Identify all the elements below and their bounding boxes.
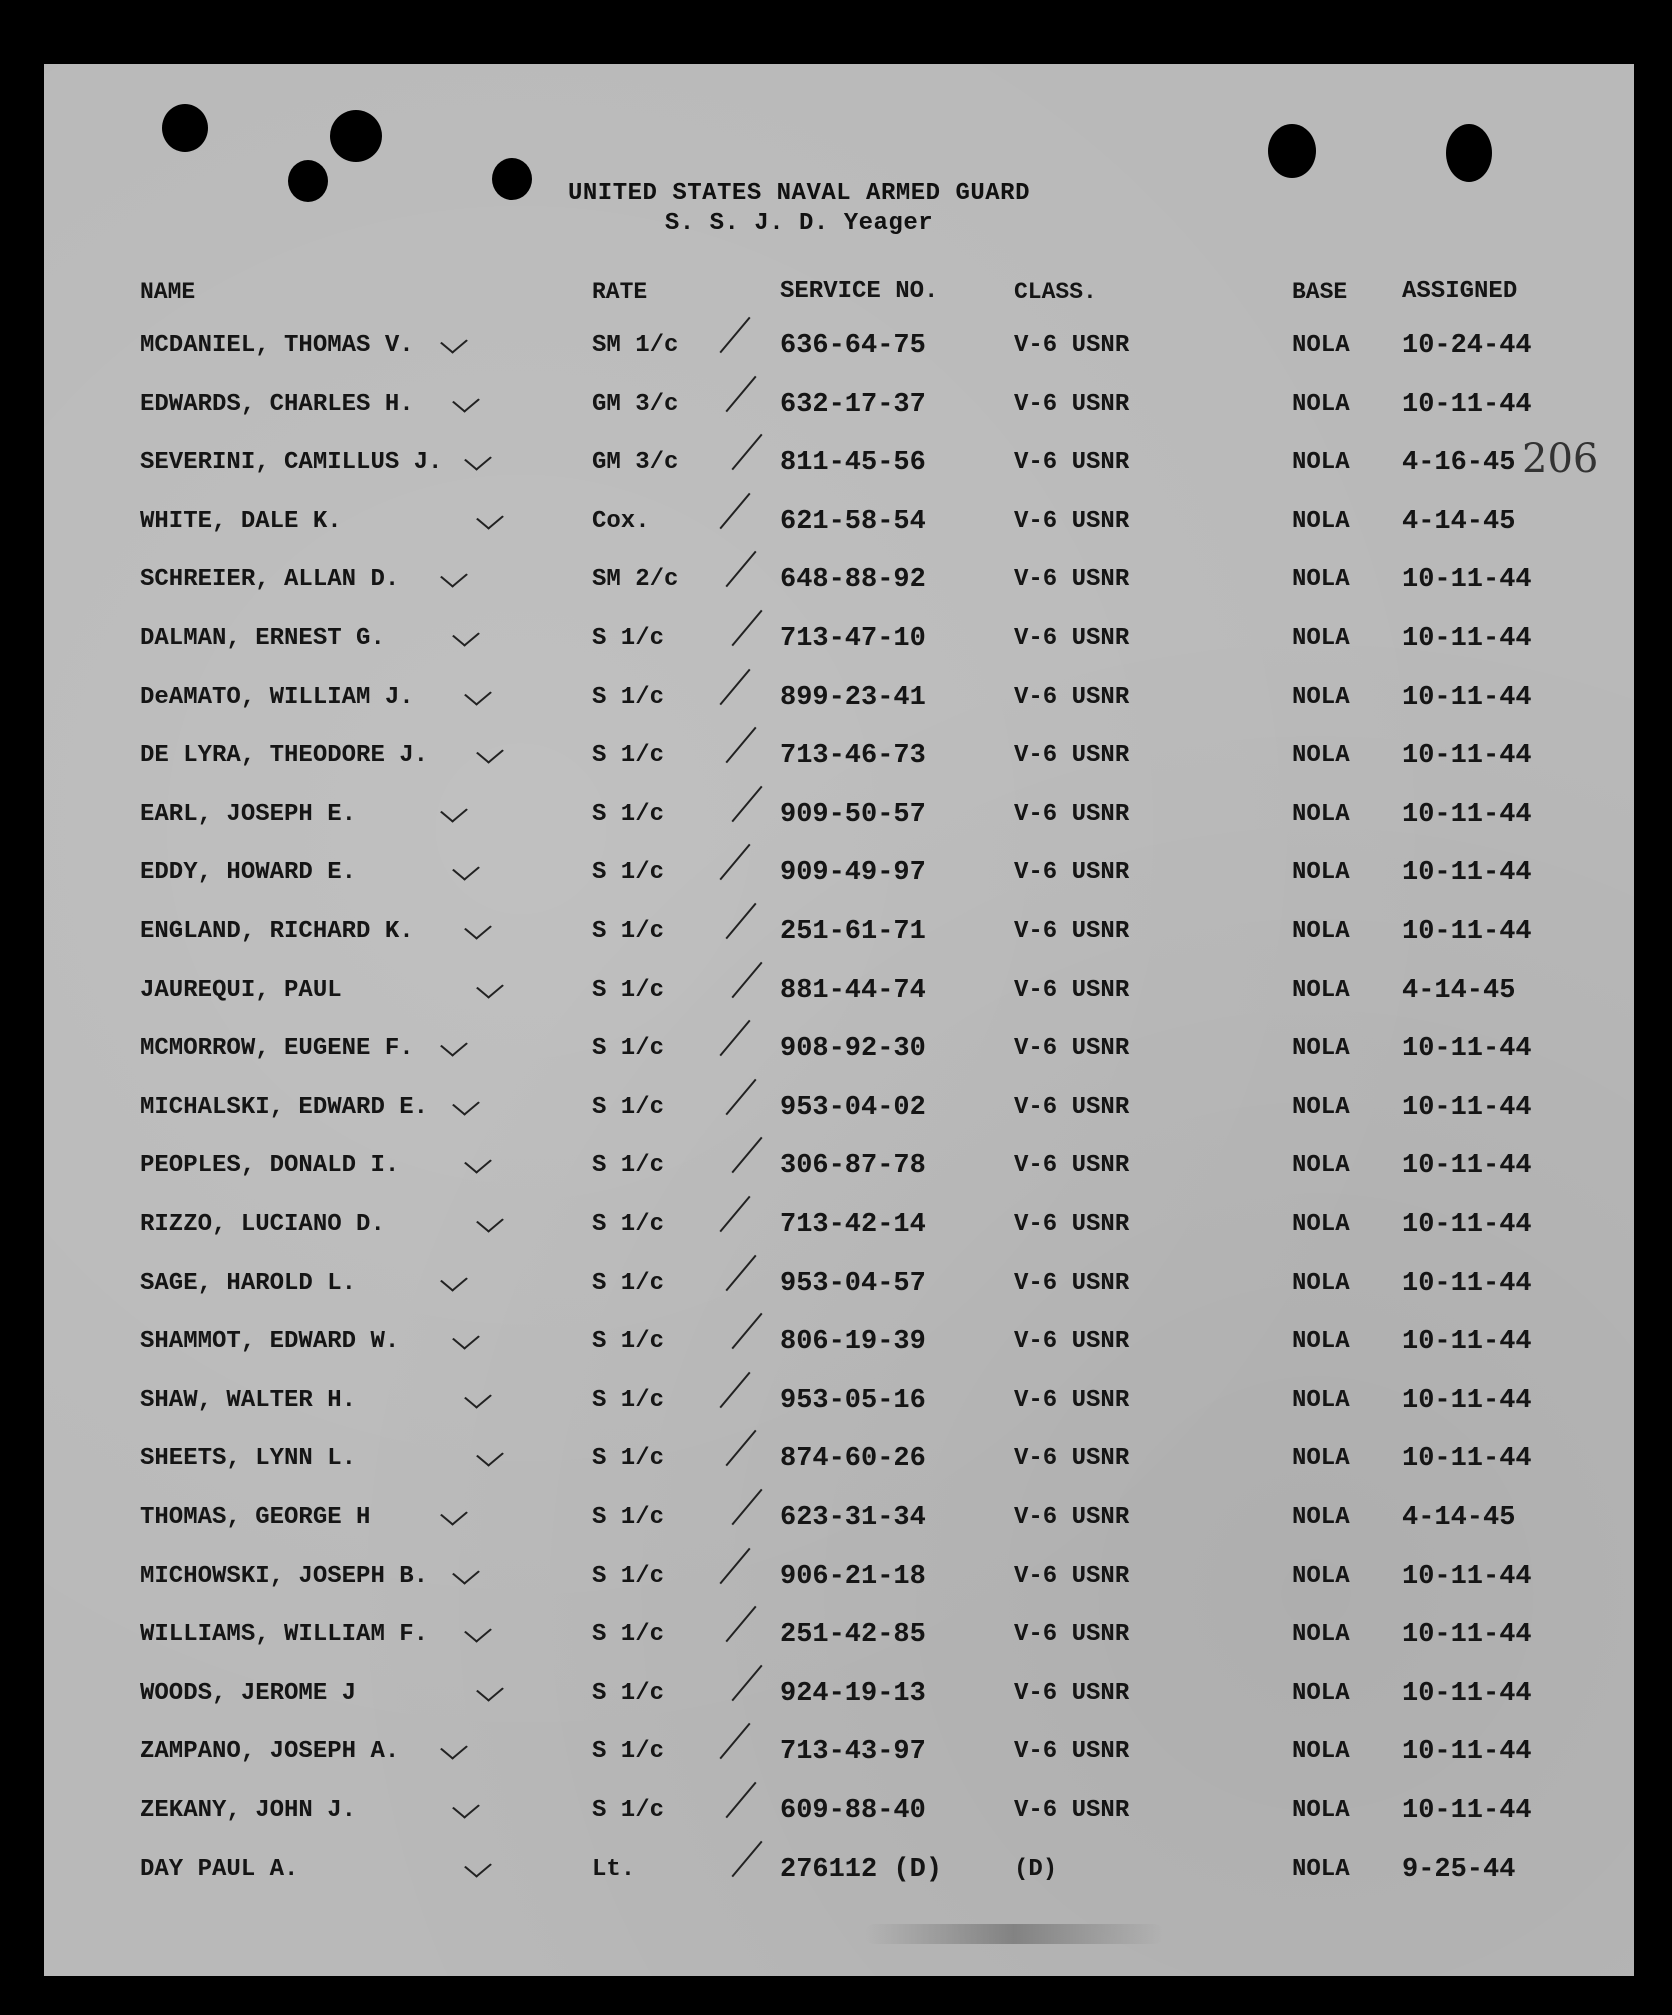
assigned-cell: 10-11-44 (1402, 1561, 1532, 1592)
service-no-cell: 623-31-34 (780, 1503, 926, 1533)
assigned-cell: 4-16-45 (1402, 448, 1516, 479)
check-mark-icon (731, 786, 762, 823)
rate-cell: S 1/c (592, 918, 665, 945)
service-no-cell: 636-64-75 (780, 331, 926, 361)
assigned-cell: 10-11-44 (1402, 1737, 1532, 1768)
rate-cell: S 1/c (592, 625, 665, 652)
class-cell: V-6 USNR (1014, 1679, 1130, 1707)
name-cell: DeAMATO, WILLIAM J. (140, 683, 414, 711)
class-cell: V-6 USNR (1014, 1152, 1130, 1180)
check-mark-icon (725, 1254, 756, 1291)
assigned-cell: 4-14-45 (1402, 1503, 1516, 1533)
check-mark-icon (452, 1561, 480, 1584)
base-cell: NOLA (1292, 625, 1350, 652)
check-mark-icon (725, 727, 756, 764)
table-row (44, 619, 1634, 659)
assigned-cell: 10-11-44 (1402, 682, 1532, 713)
rate-cell: S 1/c (592, 1211, 665, 1238)
assigned-cell: 10-11-44 (1402, 624, 1532, 654)
table-row (44, 326, 1634, 366)
service-no-cell: 909-50-57 (780, 799, 926, 830)
name-cell: JAUREQUI, PAUL (140, 976, 342, 1004)
table-row (44, 1322, 1634, 1362)
base-cell: NOLA (1292, 1328, 1350, 1356)
rate-cell: S 1/c (592, 1679, 665, 1707)
service-no-cell: 953-05-16 (780, 1385, 926, 1416)
service-no-cell: 306-87-78 (780, 1151, 926, 1182)
column-header-assigned: ASSIGNED (1402, 278, 1518, 305)
base-cell: NOLA (1292, 390, 1350, 418)
check-mark-icon (452, 623, 480, 646)
service-no-cell: 953-04-57 (780, 1268, 926, 1299)
name-cell: EARL, JOSEPH E. (140, 800, 357, 828)
rate-cell: S 1/c (592, 1621, 665, 1649)
rate-cell: Lt. (592, 1855, 636, 1883)
rate-cell: S 1/c (592, 800, 665, 828)
base-cell: NOLA (1292, 976, 1350, 1004)
check-mark-icon (476, 1444, 504, 1467)
class-cell: V-6 USNR (1014, 1445, 1130, 1473)
base-cell: NOLA (1292, 683, 1350, 711)
base-cell: NOLA (1292, 1445, 1350, 1473)
assigned-cell: 10-11-44 (1402, 1796, 1532, 1826)
class-cell: V-6 USNR (1014, 976, 1130, 1004)
class-cell: V-6 USNR (1014, 1386, 1130, 1414)
table-row (44, 385, 1634, 425)
rate-cell: S 1/c (592, 1269, 665, 1297)
assigned-cell: 10-11-44 (1402, 1268, 1532, 1299)
service-no-cell: 924-19-13 (780, 1678, 926, 1709)
name-cell: MICHOWSKI, JOSEPH B. (140, 1562, 429, 1590)
name-cell: PEOPLES, DONALD I. (140, 1152, 400, 1180)
table-header (44, 272, 1634, 312)
check-mark-icon (464, 1854, 492, 1877)
assigned-cell: 10-11-44 (1402, 1034, 1532, 1065)
column-header-class: CLASS. (1014, 279, 1097, 305)
service-no-cell: 713-47-10 (780, 624, 926, 654)
class-cell: V-6 USNR (1014, 507, 1130, 535)
check-mark-icon (725, 551, 756, 588)
class-cell: V-6 USNR (1014, 1797, 1130, 1824)
check-mark-icon (731, 1665, 762, 1702)
name-cell: SHEETS, LYNN L. (140, 1445, 357, 1473)
service-no-cell: 874-60-26 (780, 1444, 926, 1475)
service-no-cell: 806-19-39 (780, 1327, 926, 1358)
assigned-cell: 10-11-44 (1402, 1327, 1532, 1358)
base-cell: NOLA (1292, 800, 1350, 828)
assigned-cell: 10-11-44 (1402, 858, 1532, 889)
check-mark-icon (440, 1268, 468, 1291)
class-cell: (D) (1014, 1855, 1058, 1883)
check-mark-icon (731, 1313, 762, 1350)
assigned-cell: 10-24-44 (1402, 331, 1532, 361)
name-cell: SAGE, HAROLD L. (140, 1269, 357, 1297)
table-row (44, 678, 1634, 718)
assigned-cell: 10-11-44 (1402, 565, 1532, 596)
name-cell: ZAMPANO, JOSEPH A. (140, 1738, 400, 1766)
class-cell: V-6 USNR (1014, 1269, 1130, 1297)
check-mark-icon (731, 961, 762, 998)
table-row (44, 853, 1634, 893)
class-cell: V-6 USNR (1014, 390, 1130, 418)
punch-hole (1446, 124, 1492, 182)
document-page (44, 64, 1634, 1976)
check-mark-icon (452, 1092, 480, 1115)
table-row (44, 1381, 1634, 1421)
class-cell: V-6 USNR (1014, 1621, 1130, 1649)
assigned-cell: 10-11-44 (1402, 799, 1532, 830)
check-mark-icon (719, 844, 750, 881)
rate-cell: S 1/c (592, 1328, 665, 1356)
rate-cell: S 1/c (592, 1152, 665, 1180)
column-header-name: NAME (140, 279, 196, 305)
table-row (44, 1498, 1634, 1538)
name-cell: SHAMMOT, EDWARD W. (140, 1328, 400, 1356)
check-mark-icon (725, 1430, 756, 1467)
check-mark-icon (476, 975, 504, 998)
name-cell: MCDANIEL, THOMAS V. (140, 332, 414, 359)
service-no-cell: 648-88-92 (780, 565, 926, 596)
assigned-cell: 4-14-45 (1402, 506, 1516, 537)
name-cell: DAY PAUL A. (140, 1855, 299, 1883)
check-mark-icon (440, 565, 468, 588)
base-cell: NOLA (1292, 566, 1350, 594)
service-no-cell: 906-21-18 (780, 1561, 926, 1592)
name-cell: MICHALSKI, EDWARD E. (140, 1093, 429, 1121)
class-cell: V-6 USNR (1014, 1328, 1130, 1356)
rate-cell: SM 1/c (592, 332, 679, 359)
class-cell: V-6 USNR (1014, 859, 1130, 887)
check-mark-icon (464, 448, 492, 471)
rate-cell: S 1/c (592, 1738, 665, 1766)
check-mark-icon (476, 1209, 504, 1232)
name-cell: RIZZO, LUCIANO D. (140, 1211, 385, 1238)
check-mark-icon (719, 1020, 750, 1057)
class-cell: V-6 USNR (1014, 1093, 1130, 1121)
check-mark-icon (440, 799, 468, 822)
rate-cell: S 1/c (592, 1093, 665, 1121)
name-cell: WOODS, JEROME J (140, 1679, 357, 1707)
check-mark-icon (452, 1327, 480, 1350)
table-row (44, 1088, 1634, 1128)
check-mark-icon (719, 1723, 750, 1760)
service-no-cell: 276112 (D) (780, 1854, 943, 1885)
base-cell: NOLA (1292, 1386, 1350, 1414)
class-cell: V-6 USNR (1014, 1035, 1130, 1063)
rate-cell: S 1/c (592, 859, 665, 887)
rate-cell: SM 2/c (592, 566, 679, 594)
check-mark-icon (440, 330, 468, 353)
base-cell: NOLA (1292, 918, 1350, 945)
service-no-cell: 621-58-54 (780, 506, 926, 537)
service-no-cell: 909-49-97 (780, 858, 926, 889)
name-cell: SHAW, WALTER H. (140, 1386, 357, 1414)
check-mark-icon (725, 903, 756, 940)
check-mark-icon (452, 389, 480, 412)
assigned-cell: 10-11-44 (1402, 1620, 1532, 1651)
check-mark-icon (725, 1782, 756, 1819)
check-mark-icon (440, 1034, 468, 1057)
document-title: UNITED STATES NAVAL ARMED GUARD (568, 180, 1030, 207)
table-row (44, 1439, 1634, 1479)
check-mark-icon (719, 317, 750, 354)
rate-cell: GM 3/c (592, 390, 679, 418)
check-mark-icon (719, 493, 750, 530)
service-no-cell: 881-44-74 (780, 975, 926, 1006)
check-mark-icon (731, 1489, 762, 1526)
base-cell: NOLA (1292, 1562, 1350, 1590)
assigned-cell: 10-11-44 (1402, 1444, 1532, 1475)
rate-cell: S 1/c (592, 1504, 665, 1531)
base-cell: NOLA (1292, 742, 1350, 770)
check-mark-icon (464, 682, 492, 705)
check-mark-icon (476, 741, 504, 764)
base-cell: NOLA (1292, 1621, 1350, 1649)
base-cell: NOLA (1292, 449, 1350, 477)
base-cell: NOLA (1292, 332, 1350, 359)
assigned-cell: 4-14-45 (1402, 975, 1516, 1006)
table-row (44, 1029, 1634, 1069)
assigned-cell: 10-11-44 (1402, 741, 1532, 772)
check-mark-icon (464, 1385, 492, 1408)
rate-cell: S 1/c (592, 1797, 665, 1824)
service-no-cell: 632-17-37 (780, 389, 926, 420)
rate-cell: S 1/c (592, 976, 665, 1004)
class-cell: V-6 USNR (1014, 1738, 1130, 1766)
name-cell: THOMAS, GEORGE H (140, 1504, 371, 1531)
check-mark-icon (725, 1079, 756, 1116)
name-cell: ENGLAND, RICHARD K. (140, 918, 414, 945)
table-row (44, 1264, 1634, 1304)
assigned-cell: 10-11-44 (1402, 1210, 1532, 1240)
check-mark-icon (464, 1620, 492, 1643)
table-row (44, 1674, 1634, 1714)
base-cell: NOLA (1292, 1035, 1350, 1063)
class-cell: V-6 USNR (1014, 1562, 1130, 1590)
check-mark-icon (719, 1196, 750, 1233)
name-cell: SEVERINI, CAMILLUS J. (140, 449, 443, 477)
service-no-cell: 899-23-41 (780, 682, 926, 713)
service-no-cell: 609-88-40 (780, 1796, 926, 1826)
base-cell: NOLA (1292, 1211, 1350, 1238)
name-cell: EDWARDS, CHARLES H. (140, 390, 414, 418)
table-row (44, 1850, 1634, 1890)
check-mark-icon (452, 858, 480, 881)
assigned-cell: 10-11-44 (1402, 1385, 1532, 1416)
class-cell: V-6 USNR (1014, 449, 1130, 477)
name-cell: DALMAN, ERNEST G. (140, 625, 385, 652)
check-mark-icon (731, 1137, 762, 1174)
check-mark-icon (731, 610, 762, 647)
assigned-cell: 10-11-44 (1402, 389, 1532, 420)
check-mark-icon (440, 1737, 468, 1760)
table-row (44, 736, 1634, 776)
table-row (44, 1557, 1634, 1597)
service-no-cell: 713-46-73 (780, 741, 926, 772)
service-no-cell: 251-61-71 (780, 917, 926, 947)
rate-cell: S 1/c (592, 742, 665, 770)
column-header-service-no: SERVICE NO. (780, 278, 939, 305)
column-header-base: BASE (1292, 279, 1348, 305)
check-mark-icon (464, 1151, 492, 1174)
table-row (44, 1205, 1634, 1245)
check-mark-icon (464, 916, 492, 939)
check-mark-icon (476, 506, 504, 529)
name-cell: EDDY, HOWARD E. (140, 859, 357, 887)
table-row (44, 443, 1634, 483)
table-row (44, 502, 1634, 542)
rate-cell: GM 3/c (592, 449, 679, 477)
class-cell: V-6 USNR (1014, 1211, 1130, 1238)
base-cell: NOLA (1292, 1738, 1350, 1766)
class-cell: V-6 USNR (1014, 683, 1130, 711)
service-no-cell: 811-45-56 (780, 448, 926, 479)
service-no-cell: 908-92-30 (780, 1034, 926, 1065)
rate-cell: S 1/c (592, 1562, 665, 1590)
name-cell: ZEKANY, JOHN J. (140, 1797, 357, 1824)
check-mark-icon (731, 434, 762, 471)
class-cell: V-6 USNR (1014, 625, 1130, 652)
service-no-cell: 953-04-02 (780, 1092, 926, 1123)
assigned-cell: 10-11-44 (1402, 1092, 1532, 1123)
punch-hole (1268, 124, 1316, 178)
column-header-rate: RATE (592, 279, 648, 305)
rate-cell: S 1/c (592, 1035, 665, 1063)
class-cell: V-6 USNR (1014, 566, 1130, 594)
rate-cell: Cox. (592, 507, 650, 535)
base-cell: NOLA (1292, 1855, 1350, 1883)
base-cell: NOLA (1292, 1679, 1350, 1707)
name-cell: DE LYRA, THEODORE J. (140, 742, 429, 770)
base-cell: NOLA (1292, 859, 1350, 887)
table-row (44, 1791, 1634, 1831)
base-cell: NOLA (1292, 1152, 1350, 1180)
check-mark-icon (440, 1502, 468, 1525)
table-row (44, 1615, 1634, 1655)
class-cell: V-6 USNR (1014, 1504, 1130, 1531)
class-cell: V-6 USNR (1014, 742, 1130, 770)
punch-hole (330, 110, 382, 162)
check-mark-icon (725, 1606, 756, 1643)
base-cell: NOLA (1292, 1269, 1350, 1297)
check-mark-icon (725, 375, 756, 412)
check-mark-icon (452, 1795, 480, 1818)
name-cell: MCMORROW, EUGENE F. (140, 1035, 414, 1063)
check-mark-icon (719, 668, 750, 705)
service-no-cell: 713-42-14 (780, 1210, 926, 1240)
check-mark-icon (731, 1840, 762, 1877)
table-row (44, 795, 1634, 835)
document-subtitle: S. S. J. D. Yeager (664, 210, 934, 237)
base-cell: NOLA (1292, 1797, 1350, 1824)
assigned-cell: 9-25-44 (1402, 1854, 1516, 1885)
base-cell: NOLA (1292, 1504, 1350, 1531)
table-row (44, 560, 1634, 600)
rate-cell: S 1/c (592, 1386, 665, 1414)
class-cell: V-6 USNR (1014, 800, 1130, 828)
assigned-cell: 10-11-44 (1402, 917, 1532, 947)
table-row (44, 971, 1634, 1011)
name-cell: WILLIAMS, WILLIAM F. (140, 1621, 429, 1649)
ink-smudge (864, 1924, 1164, 1944)
name-cell: SCHREIER, ALLAN D. (140, 566, 400, 594)
base-cell: NOLA (1292, 507, 1350, 535)
class-cell: V-6 USNR (1014, 918, 1130, 945)
base-cell: NOLA (1292, 1093, 1350, 1121)
punch-hole (162, 104, 208, 152)
margin-page-number: 206 (1522, 436, 1599, 482)
assigned-cell: 10-11-44 (1402, 1678, 1532, 1709)
service-no-cell: 251-42-85 (780, 1620, 926, 1651)
table-row (44, 1146, 1634, 1186)
check-mark-icon (476, 1678, 504, 1701)
table-row (44, 912, 1634, 952)
check-mark-icon (719, 1372, 750, 1409)
check-mark-icon (719, 1547, 750, 1584)
class-cell: V-6 USNR (1014, 332, 1130, 359)
rate-cell: S 1/c (592, 683, 665, 711)
assigned-cell: 10-11-44 (1402, 1151, 1532, 1182)
rate-cell: S 1/c (592, 1445, 665, 1473)
name-cell: WHITE, DALE K. (140, 507, 342, 535)
table-row (44, 1732, 1634, 1772)
service-no-cell: 713-43-97 (780, 1737, 926, 1768)
